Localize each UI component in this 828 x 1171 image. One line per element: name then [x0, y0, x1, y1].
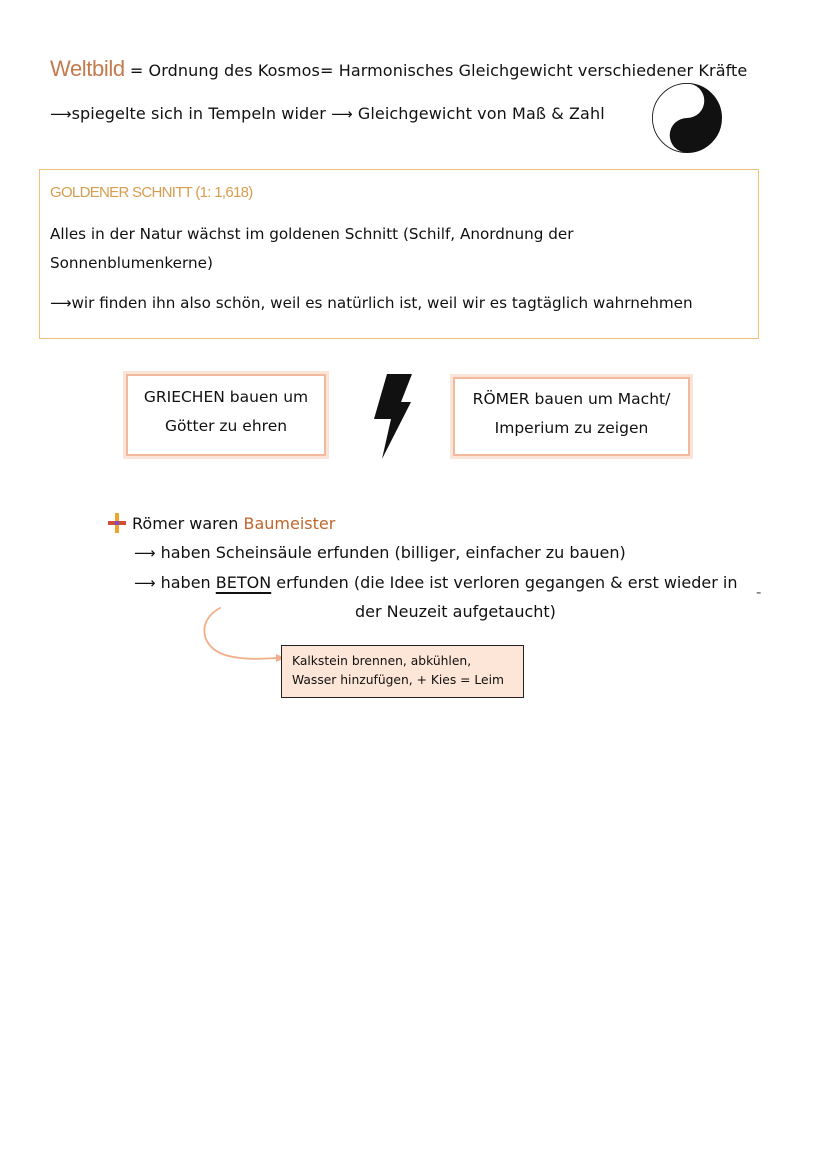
arrow-icon: ⟶: [331, 105, 353, 123]
romans-box: [453, 377, 690, 456]
romans-master-line: [132, 514, 335, 533]
worldview-title: Weltbild: [50, 56, 125, 81]
worldview-definition: = Ordnung des Kosmos= Harmonisches Gleichgewicht verschiedener Kräfte: [124, 61, 748, 80]
beton-prefix: haben: [155, 573, 216, 592]
temple-text: spiegelte sich in Tempeln wider: [71, 104, 326, 123]
lightning-bolt-icon: [374, 374, 412, 459]
romans-text-2: Imperium zu zeigen: [494, 419, 649, 438]
column-invention-line: [134, 543, 626, 562]
yin-yang-icon: [651, 82, 723, 154]
trailing-dash: -: [756, 583, 762, 601]
concrete-continuation-line: der Neuzeit aufgetaucht): [355, 602, 556, 621]
romans-text-1: RÖMER bauen um Macht/: [472, 390, 671, 408]
concrete-invention-line: [134, 573, 737, 592]
beton-suffix: erfunden (die Idee ist verloren gegangen & erst wieder in: [271, 573, 738, 592]
golden-ratio-conclusion-text: wir finden ihn also schön, weil es natürlich ist, weil wir es tagtäglich wahrnehmen: [71, 294, 693, 312]
golden-ratio-box: [39, 169, 759, 339]
arrow-icon: ⟶: [50, 105, 72, 123]
romans-intro: Römer waren: [132, 514, 244, 533]
column-text: haben Scheinsäule erfunden (billiger, einfacher zu bauen): [155, 543, 626, 562]
plus-bullet-icon: [108, 513, 126, 533]
greeks-box: [126, 374, 326, 456]
concrete-note-line-2: Wasser hinzufügen, + Kies = Leim: [292, 673, 504, 687]
temple-balance-line: [50, 104, 605, 123]
arrow-icon: ⟶: [134, 544, 156, 562]
greeks-text-2: Götter zu ehren: [164, 417, 288, 436]
worldview-heading-line: [50, 56, 747, 82]
golden-ratio-text-1: Alles in der Natur wächst im goldenen Schnitt (Schilf, Anordnung der: [50, 225, 574, 243]
balance-text: Gleichgewicht von Maß & Zahl: [352, 104, 605, 123]
arrow-icon: ⟶: [134, 574, 156, 592]
concrete-recipe-note: [281, 645, 524, 698]
master-builder-label: Baumeister: [243, 514, 336, 533]
concrete-note-line-1: Kalkstein brennen, abkühlen,: [292, 654, 472, 668]
golden-ratio-conclusion: [50, 294, 693, 312]
golden-ratio-text-2: Sonnenblumenkerne): [50, 254, 213, 272]
golden-ratio-title: GOLDENER SCHNITT (1: 1,618): [50, 184, 253, 201]
greeks-text-1: GRIECHEN bauen um: [143, 388, 309, 406]
curved-arrow-icon: [194, 605, 290, 670]
beton-word: BETON: [215, 573, 272, 592]
arrow-icon: ⟶: [50, 294, 72, 312]
